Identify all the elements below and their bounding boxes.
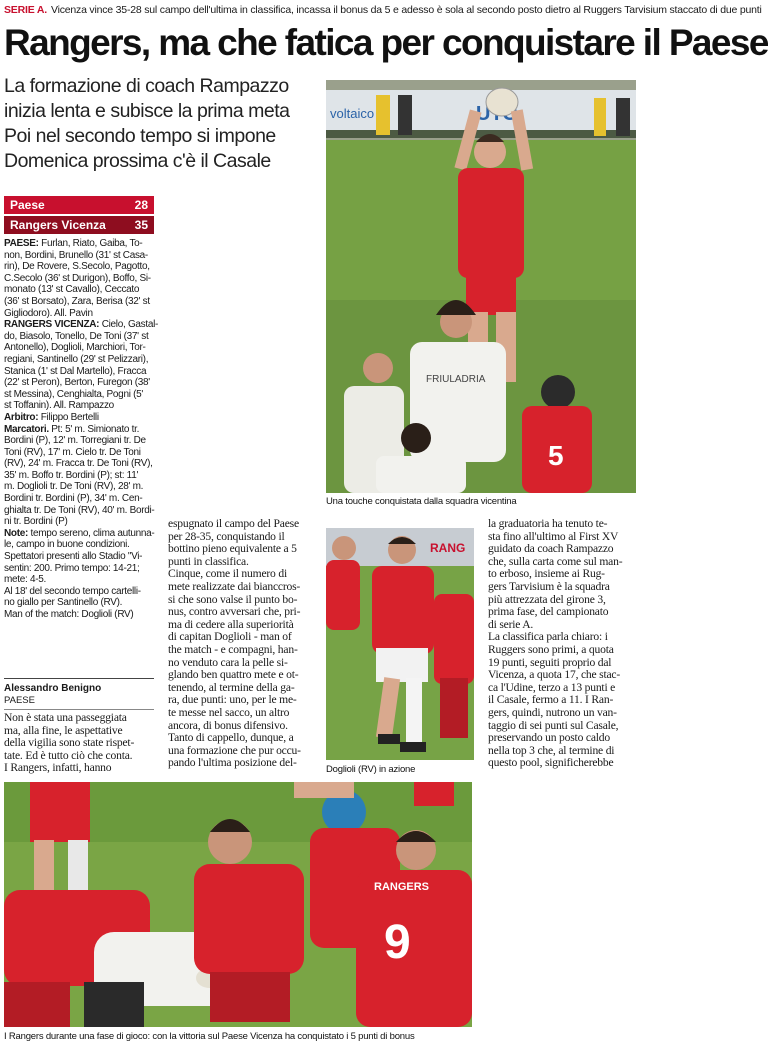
- jersey-number: 9: [384, 916, 411, 969]
- article-line: I Rangers, infatti, hanno: [4, 761, 112, 775]
- report-label: Note:: [4, 527, 29, 539]
- report-line: [4, 296, 156, 308]
- report-line: [4, 435, 156, 447]
- report-text: ni tr. Bordini (P): [4, 516, 68, 528]
- report-text: tempo sereno, clima autunna-: [28, 527, 155, 539]
- banner-text: RANG: [430, 541, 466, 555]
- report-line: [4, 319, 159, 331]
- deck-line: La formazione di coach Rampazzo: [4, 75, 289, 97]
- article-line: preservando un posto caldo: [488, 731, 610, 745]
- photo-game-phase: [4, 782, 472, 1027]
- article-line: sta fino all'ultimo al First XV: [488, 529, 619, 543]
- report-text: mete: 4-5.: [4, 574, 47, 586]
- report-text: Bordini (P), 12' m. Torregiani tr. De: [4, 435, 146, 447]
- report-line: [4, 597, 156, 609]
- report-label: RANGERS VICENZA:: [4, 319, 100, 331]
- article-line: che, sulla carta come sul man-: [488, 554, 623, 568]
- report-text: non, Bordini, Brunello (31' st Casa-: [4, 249, 148, 261]
- score-away: [4, 216, 154, 234]
- banner-text: voltaico: [330, 106, 375, 121]
- report-text: Antonello), Doglioli, Marchiori, Tor-: [4, 342, 146, 354]
- article-line: di capitan Doglioli - man of: [168, 630, 292, 644]
- report-text: Gigliodoro). All. Pavin: [4, 307, 93, 319]
- report-line: [4, 331, 156, 343]
- report-label: PAESE:: [4, 238, 39, 249]
- report-text: (22' st Peron), Berton, Furegon (38': [4, 377, 150, 389]
- report-line: [4, 377, 156, 389]
- article-line: punti in classifica.: [168, 554, 249, 568]
- deck: [4, 74, 320, 174]
- report-text: ghialta tr. De Toni (RV), 40' m. Bordi-: [4, 504, 155, 516]
- article-line: bottino pieno equivalente a 5: [168, 542, 297, 556]
- article-line: ancora, di bonus difensivo.: [168, 718, 288, 732]
- report-line: [4, 539, 156, 551]
- report-line: [4, 389, 156, 401]
- report-text: (RV), 24' m. Fracca tr. De Toni (RV),: [4, 458, 153, 470]
- deck-line: inizia lenta e subisce la prima meta: [4, 100, 290, 122]
- article-line: nus, contro avversari che, pri-: [168, 605, 301, 619]
- deck-line: Poi nel secondo tempo si impone: [4, 125, 276, 147]
- report-line: [4, 342, 156, 354]
- deck-line: Domenica prossima c'è il Casale: [4, 150, 271, 172]
- article-line: ma di cedere alla superiorità: [168, 617, 294, 631]
- article-line: La classifica parla chiaro: i: [488, 630, 608, 644]
- photo-caption: I Rangers durante una fase di gioco: con la vittoria sul Paese Vicenza ha conquistato i 5 punti di bonus: [4, 1031, 415, 1042]
- report-line: [4, 574, 156, 586]
- report-text: regiani, Santinello (29' st Pelizzari),: [4, 353, 149, 365]
- report-line: [4, 609, 156, 621]
- report-text: Furlan, Riato, Gaiba, To-: [38, 238, 143, 249]
- dateline: PAESE: [4, 695, 154, 710]
- photo-game-phase-image: [4, 782, 472, 1027]
- article-line: mete realizzate dai bianccros-: [168, 579, 301, 593]
- shirt-text: FRIULADRIA: [426, 374, 486, 385]
- report-text: st Messina), Cenghialta, Pogni (5': [4, 388, 144, 400]
- report-line: [4, 284, 156, 296]
- article-line: Vicenza, a quota 17, che stac-: [488, 668, 621, 682]
- report-line: [4, 551, 156, 563]
- report-line: [4, 238, 156, 250]
- report-line: [4, 493, 156, 505]
- report-text: C.Secolo (36' st Durigon), Boffo, Si-: [4, 272, 151, 284]
- report-line: [4, 261, 156, 273]
- report-text: Stanica (1' st Dal Martello), Fracca: [4, 365, 147, 377]
- article-line: Ruggers sono primi, a quota: [488, 642, 614, 656]
- article-line: guidato da coach Rampazzo: [488, 542, 614, 556]
- article-line: the match - e compagni, han-: [168, 642, 298, 656]
- byline: [4, 678, 154, 710]
- report-text: 35' m. Boffo tr. Bordini (P); st: 11': [4, 469, 139, 481]
- report-line: [4, 505, 156, 517]
- article-line: ma, alla fine, le aspettative: [4, 723, 123, 737]
- article-line: Tanto di cappello, dunque, a: [168, 731, 294, 745]
- report-text: Bordini tr. Bordini (P), 34' m. Cen-: [4, 493, 143, 505]
- article-line: 19 punti, seguiti proprio dal: [488, 655, 612, 669]
- photo-doglioli-image: [326, 528, 474, 760]
- report-text: Filippo Bertelli: [38, 411, 99, 423]
- article-line: della vigilia sono state rispet-: [4, 736, 135, 750]
- kicker-text: Vicenza vince 35-28 sul campo dell'ultima in classifica, incassa il bonus da 5 e adesso è sola al secondo posto dietro al Ruggers Tarvisium staccato di due punti: [50, 4, 762, 16]
- headline: Rangers, ma che fatica per conquistare il Paese: [4, 22, 768, 63]
- article-line: to erboso, insieme ai Rug-: [488, 567, 605, 581]
- article-line: prima fase, del campionato: [488, 605, 609, 619]
- article-column-3: [488, 518, 638, 770]
- report-label: Marcatori.: [4, 423, 49, 435]
- report-line: [4, 481, 156, 493]
- article-line: taggio di sei punti sul Casale,: [488, 718, 619, 732]
- photo-caption: Doglioli (RV) in azione: [326, 764, 416, 775]
- report-line: [4, 516, 156, 528]
- shirt-text: RANGERS: [374, 881, 430, 893]
- article-line: te messe nel sacco, un altro: [168, 705, 290, 719]
- article-line: una formazione che pur occu-: [168, 743, 301, 757]
- article-line: si che sono valse il punto bo-: [168, 592, 298, 606]
- match-report-box: [4, 238, 159, 621]
- report-line: [4, 563, 156, 575]
- report-line: [4, 586, 156, 598]
- article-column-2: [168, 518, 318, 770]
- author-name: Alessandro Benigno: [4, 683, 102, 694]
- report-label: Arbitro:: [4, 411, 39, 423]
- article-column-1: [4, 712, 154, 775]
- report-line: [4, 447, 156, 459]
- team-name: Rangers Vicenza: [10, 218, 106, 232]
- photo-doglioli: [326, 528, 474, 760]
- article-line: Non è stata una passeggiata: [4, 711, 127, 724]
- article-line: ca l'Udine, terzo a 13 punti e: [488, 680, 616, 694]
- article-line: ra, due punti: uno, per le me-: [168, 693, 297, 707]
- article-line: espugnato il campo del Paese: [168, 517, 299, 530]
- report-line: [4, 400, 156, 412]
- team-points: 28: [134, 198, 148, 212]
- report-text: Cielo, Gastal-: [99, 319, 159, 331]
- report-line: [4, 424, 156, 436]
- report-text: no giallo per Santinello (RV).: [4, 597, 123, 609]
- article-line: no venduto cara la pelle si-: [168, 655, 288, 669]
- article-line: glando ben quattro mete e ot-: [168, 668, 299, 682]
- jersey-number: 5: [548, 440, 564, 471]
- team-name: Paese: [10, 198, 45, 212]
- article-line: gers Tarvisium è la squadra: [488, 579, 610, 593]
- report-text: Spettatori presenti allo Stadio "Vi-: [4, 551, 143, 563]
- article-line: per 28-35, conquistando il: [168, 529, 285, 543]
- photo-lineout: [326, 80, 636, 493]
- report-line: [4, 308, 156, 320]
- report-text: monato (13' st Cavallo), Ceccato: [4, 284, 140, 296]
- report-text: (36' st Borsato), Zara, Berisa (32' st: [4, 295, 150, 307]
- section-label: SERIE A.: [4, 4, 47, 16]
- article-line: tenendo, al termine della ga-: [168, 680, 295, 694]
- report-line: [4, 354, 156, 366]
- report-text: Man of the match: Doglioli (RV): [4, 609, 134, 620]
- report-text: rin), De Rovere, S.Secolo, Pagotto,: [4, 261, 150, 273]
- report-line: [4, 470, 156, 482]
- report-text: m. Doglioli tr. De Toni (RV), 28' m.: [4, 481, 144, 493]
- report-line: [4, 366, 156, 378]
- team-points: 35: [134, 218, 148, 232]
- report-line: [4, 528, 156, 540]
- article-line: più attrezzata del girone 3,: [488, 592, 606, 606]
- report-text: do, Biasolo, Tonello, De Toni (37' st: [4, 330, 149, 342]
- kicker: [4, 2, 762, 18]
- article-line: pando l'ultima posizione del-: [168, 756, 297, 770]
- report-line: [4, 458, 156, 470]
- article-line: questo pool, significherebbe: [488, 756, 614, 770]
- photo-caption: Una touche conquistata dalla squadra vicentina: [326, 496, 517, 507]
- report-line: [4, 412, 156, 424]
- article-line: Cinque, come il numero di: [168, 567, 287, 581]
- article-line: il Casale, fermo a 11. I Ran-: [488, 693, 614, 707]
- report-text: Al 18' del secondo tempo cartelli-: [4, 585, 141, 597]
- report-text: le, campo in buone condizioni.: [4, 539, 130, 551]
- article-line: la graduatoria ha tenuto te-: [488, 517, 608, 530]
- article-line: di serie A.: [488, 617, 534, 631]
- article-line: nella top 3 che, al termine di: [488, 743, 615, 757]
- report-text: st Toffanin). All. Rampazzo: [4, 400, 114, 412]
- report-line: [4, 250, 156, 262]
- report-text: Toni (RV), 17' m. Cielo tr. De Toni: [4, 446, 141, 458]
- report-line: [4, 273, 156, 285]
- report-text: Pt: 5' m. Simionato tr.: [48, 423, 140, 435]
- report-text: sentin: 200. Primo tempo: 14-21;: [4, 562, 140, 574]
- article-line: gers, quindi, nutrono un van-: [488, 705, 617, 719]
- photo-lineout-image: [326, 80, 636, 493]
- article-line: tate. Ed è tutto ciò che conta.: [4, 748, 133, 762]
- score-home: [4, 196, 154, 214]
